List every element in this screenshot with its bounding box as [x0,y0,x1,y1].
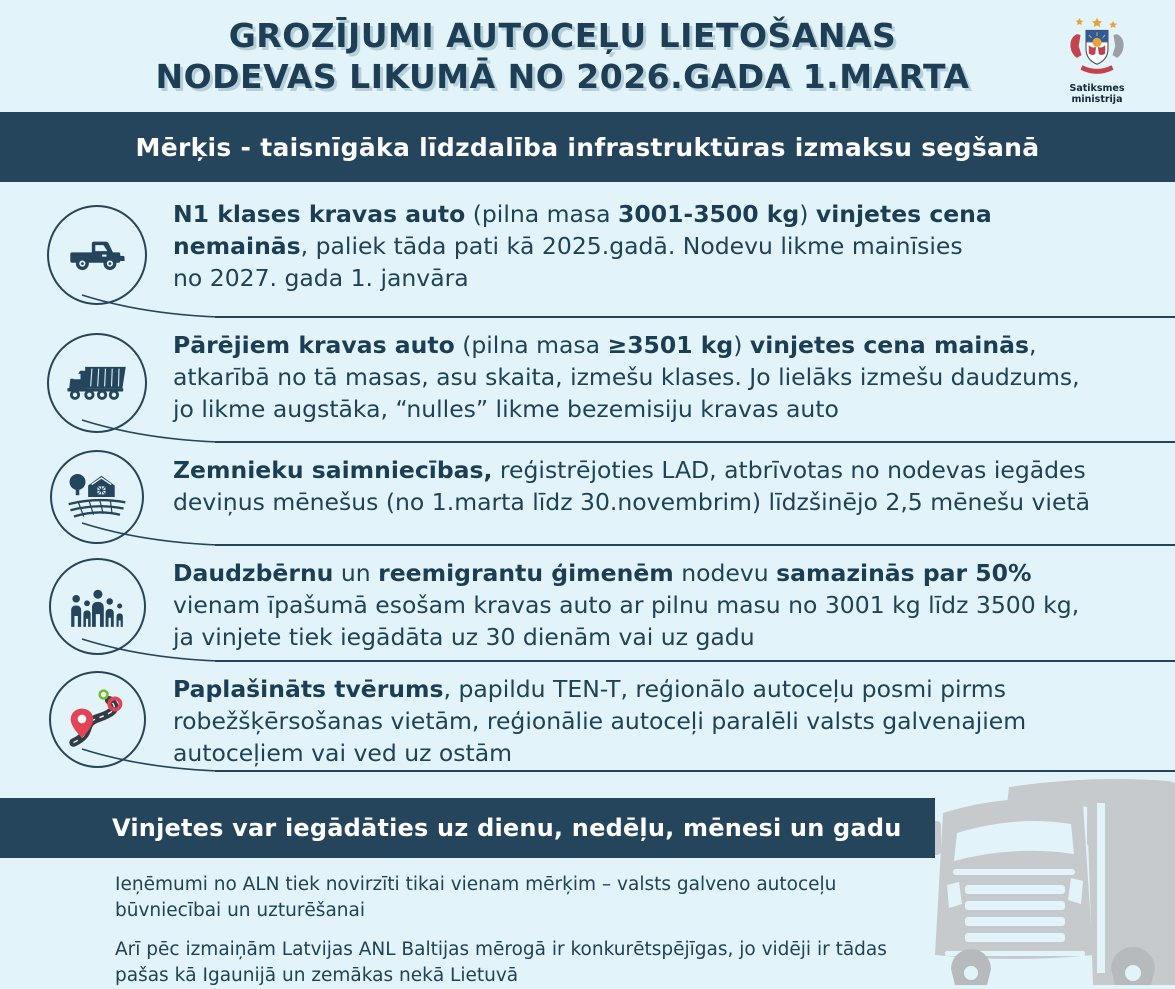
footnote-line: Arī pēc izmaiņām Latvijas ANL Baltijas mērogā ir konkurētspējīgas, jo vidēji ir tādas [115,939,887,960]
info-block-text [173,318,1175,425]
info-block [0,443,1175,546]
text-run: un [333,559,379,587]
text-run: ) [799,200,816,228]
text-run: deviņus mēnešus (no 1.marta līdz 30.novembrim) līdzšinējo 2,5 mēnešu vietā [173,487,1091,516]
ministry-caption: Satiksmes ministrija [1069,83,1125,105]
connector-line [72,637,222,663]
footnote [115,937,887,988]
page-title-line2: NODEVAS LIKUMĀ NO 2026.GADA 1.MARTA [155,57,970,96]
separator-line [215,770,1175,772]
text-run: reemigrantu ģimenēm [378,559,674,587]
info-block-line [173,590,1175,622]
connector-line [72,521,222,547]
connector-line [72,418,222,444]
text-run: robežšķērsošanas vietām, reģionālie autoceļi paralēli valsts galvenajiem [173,706,1027,735]
text-run: ja vinjete tiek iegādāta uz 30 dienām vai uz gadu [173,622,755,651]
info-blocks [0,187,1175,772]
info-block-line [173,487,1175,519]
text-run: , papildu TEN-T, reģionālo autoceļu posmi pirms [443,675,1006,703]
info-block-text [173,662,1175,769]
info-block-line [173,330,1175,362]
info-block [0,546,1175,662]
page-title-line1: GROZĪJUMI AUTOCEĻU LIETOŠANAS [228,16,897,55]
text-run: Paplašināts tvērums [173,675,444,703]
text-run: nemainās [173,231,301,260]
text-run: reģistrējoties LAD, atbrīvotas no nodevas iegādes [492,456,1086,484]
info-block-text [173,546,1175,653]
footnote-line: pašas kā Igaunijā un zemākas nekā Lietuvā [115,964,519,986]
text-run: N1 klases kravas auto [173,200,466,228]
text-run: 3001-3500 kg [618,200,800,228]
info-block-line [173,362,1175,394]
text-run: ) [733,331,750,359]
text-run: atkarībā no tā masas, asu skaita, izmešu klases. Jo lielāks izmešu daudzums, [173,362,1080,391]
goal-banner-text: Mērķis - taisnīgāka līdzdalība infrastruktūras izmaksu segšanā [135,132,1040,162]
text-run: Zemnieku saimniecības, [173,456,493,484]
text-run: nodevu [673,559,777,587]
info-block-line [173,738,1175,770]
purchase-banner-text: Vinjetes var iegādāties uz dienu, nedēļu, mēnesi un gadu [112,814,902,842]
coat-of-arms-icon [1064,63,1130,82]
info-block-line [173,558,1175,590]
purchase-banner [0,798,935,858]
info-block-line [173,674,1175,706]
info-block [0,662,1175,772]
info-block-text [173,443,1175,519]
text-run: (pilna masa [454,331,608,359]
text-run: autoceļiem vai ved uz ostām [173,738,513,767]
text-run: vinjetes cena [815,200,992,228]
info-block-line [173,263,1175,295]
info-block-line [173,394,1175,426]
text-run: ≥3501 kg [607,331,734,359]
footnote [115,872,887,923]
text-run: (pilna masa [465,200,619,228]
pickup-truck-icon [47,205,147,305]
footnote-line: būvniecībai un uzturēšanai [115,899,365,921]
text-run: jo likme augstāka, “nulles” likme bezemisiju kravas auto [173,394,839,423]
connector-line [72,293,222,319]
connector-line [72,747,222,773]
text-run: , [1028,331,1037,359]
text-run: no 2027. gada 1. janvāra [173,263,469,292]
ministry-logo [1045,14,1149,105]
footnote-line: Ieņēmumi no ALN tiek novirzīti tikai vienam mērķim – valsts galveno autoceļu [115,874,837,895]
text-run: samazinās par 50% [776,559,1032,587]
info-block-line [173,231,1175,263]
page-title [105,0,1020,97]
footnotes [115,872,887,988]
info-block-line [173,199,1175,231]
info-block-line [173,622,1175,654]
goal-banner [0,112,1175,182]
text-run: Daudzbērnu [173,559,334,587]
info-block [0,318,1175,443]
text-run: Pārējiem kravas auto [173,331,455,359]
text-run: vinjetes cena mainās [749,331,1029,359]
text-run: , paliek tāda pati kā 2025.gadā. Nodevu likme mainīsies [300,231,963,260]
info-block [0,187,1175,318]
header [0,0,1175,112]
text-run: vienam īpašumā esošam kravas auto ar pilnu masu no 3001 kg līdz 3500 kg, [173,590,1080,619]
info-block-line [173,706,1175,738]
info-block-text [173,187,1175,294]
info-block-line [173,455,1175,487]
